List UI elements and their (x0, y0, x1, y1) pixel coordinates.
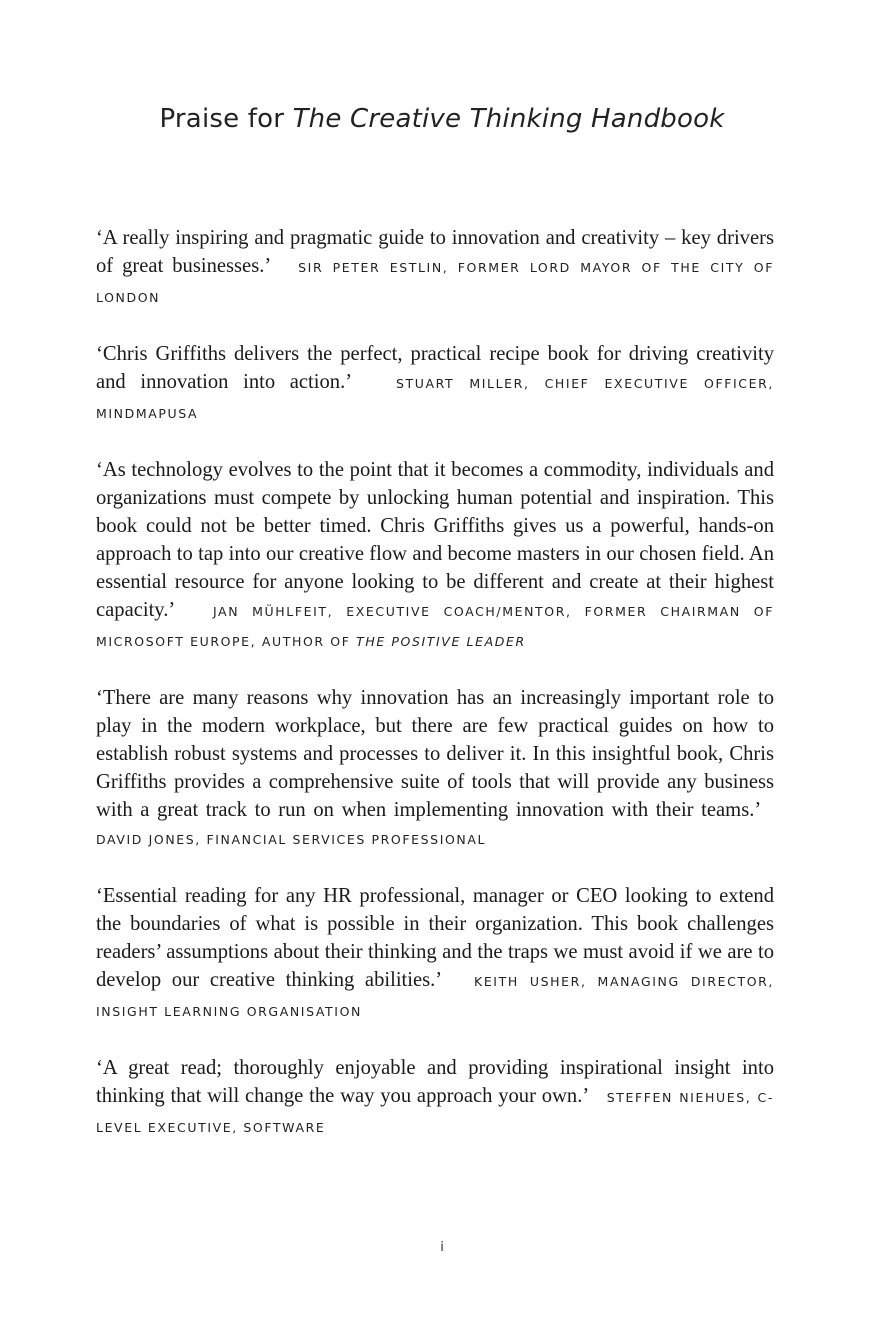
praise-quote (96, 882, 774, 1026)
quote-attribution: STEFFEN NIEHUES, C-LEVEL EXECUTIVE, SOFTWARE (96, 1090, 774, 1135)
page-title-prefix: Praise for (159, 104, 293, 134)
quote-text: ‘There are many reasons why innovation has an increasingly important role to play in the modern workplace, but there are few practical guides on how to establish robust systems and processes to deliver it. In this insightful book, Chris Griffiths provides a comprehensive suite of tools that will provide any business with a great track to run on when implementing innovation with their teams.’ (96, 687, 774, 821)
praise-quote (96, 340, 774, 428)
quote-text: ‘As technology evolves to the point that it becomes a commodity, individuals and organizations must compete by unlocking human potential and inspiration. This book could not be better timed. Chris Griffiths gives us a powerful, hands-on approach to tap into our creative flow and become masters in our chosen field. An essential resource for anyone looking to be different and create at their highest capacity.’ (96, 459, 774, 621)
quote-attribution: SIR PETER ESTLIN, FORMER LORD MAYOR OF THE CITY OF LONDON (96, 260, 774, 305)
praise-quote (96, 684, 774, 854)
quote-attribution-book: THE POSITIVE LEADER (356, 634, 526, 649)
page-title (0, 104, 884, 134)
praise-quote (96, 224, 774, 312)
quote-text: ‘Essential reading for any HR professional, manager or CEO looking to extend the boundaries of what is possible in their organization. This book challenges readers’ assumptions about their thinking and the traps we must avoid if we are to develop our creative thinking abilities.’ (96, 885, 774, 991)
quote-text: ‘Chris Griffiths delivers the perfect, practical recipe book for driving creativity and innovation into action.’ (96, 343, 774, 393)
quote-attribution (96, 604, 774, 649)
praise-quote (96, 1054, 774, 1142)
praise-quote (96, 456, 774, 656)
quote-attribution: DAVID JONES, FINANCIAL SERVICES PROFESSIONAL (96, 832, 487, 847)
praise-quotes (96, 224, 774, 1170)
quote-attribution-text: JAN MÜHLFEIT, EXECUTIVE COACH/MENTOR, FORMER CHAIRMAN OF MICROSOFT EUROPE, AUTHOR OF (96, 604, 775, 649)
page-title-book: The Creative Thinking Handbook (292, 104, 725, 134)
quote-text: ‘A really inspiring and pragmatic guide to innovation and creativity – key drivers of great businesses.’ (96, 227, 774, 277)
page-number: i (440, 1240, 444, 1255)
quote-attribution: STUART MILLER, CHIEF EXECUTIVE OFFICER, MINDMAPUSA (96, 376, 774, 421)
quote-text: ‘A great read; thoroughly enjoyable and providing inspirational insight into thinking that will change the way you approach your own.’ (96, 1057, 774, 1107)
quote-attribution: KEITH USHER, MANAGING DIRECTOR, INSIGHT LEARNING ORGANISATION (96, 974, 774, 1019)
